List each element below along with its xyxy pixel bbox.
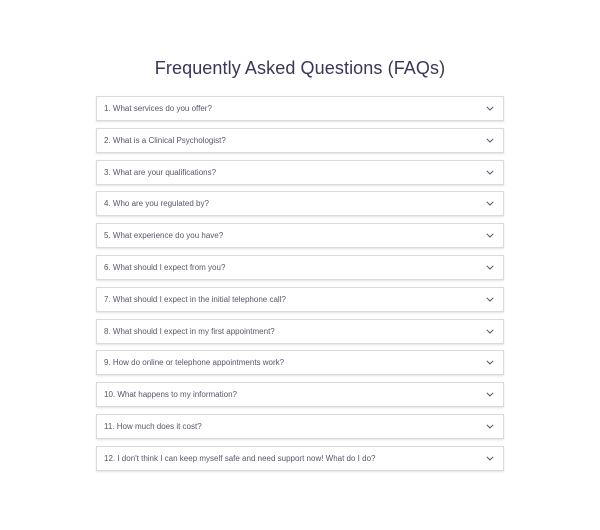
faq-question: 10. What happens to my information? — [104, 390, 237, 400]
faq-accordion — [96, 96, 504, 478]
faq-item-11[interactable] — [96, 414, 504, 439]
chevron-down-icon — [485, 421, 495, 431]
faq-item-4[interactable] — [96, 191, 504, 216]
faq-question: 1. What services do you offer? — [104, 104, 212, 113]
faq-question: 9. How do online or telephone appointments work? — [104, 358, 285, 368]
chevron-down-icon — [485, 199, 495, 209]
faq-item-2[interactable] — [96, 128, 504, 153]
chevron-down-icon — [485, 453, 495, 463]
faq-item-6[interactable] — [96, 255, 504, 280]
page-title: Frequently Asked Questions (FAQs) — [154, 58, 446, 79]
faq-item-7[interactable] — [96, 287, 504, 312]
faq-item-12[interactable] — [96, 446, 504, 471]
faq-question: 4. Who are you regulated by? — [104, 199, 209, 209]
chevron-down-icon — [485, 358, 495, 368]
faq-question: 5. What experience do you have? — [104, 231, 224, 241]
faq-question: 2. What is a Clinical Psychologist? — [104, 135, 226, 145]
chevron-down-icon — [485, 231, 495, 241]
faq-item-8[interactable] — [96, 319, 504, 344]
chevron-down-icon — [485, 294, 495, 304]
chevron-down-icon — [485, 262, 495, 272]
chevron-down-icon — [485, 135, 495, 145]
faq-item-1[interactable] — [96, 96, 504, 121]
faq-question: 3. What are your qualifications? — [104, 167, 217, 177]
faq-question: 7. What should I expect in the initial telephone call? — [104, 294, 286, 304]
faq-question: 6. What should I expect from you? — [104, 262, 226, 272]
faq-question: 12. I don't think I can keep myself safe and need support now! What do I do? — [104, 453, 376, 463]
chevron-down-icon — [485, 167, 495, 177]
chevron-down-icon — [485, 104, 495, 114]
faq-item-3[interactable] — [96, 160, 504, 185]
faq-item-5[interactable] — [96, 223, 504, 248]
faq-question: 11. How much does it cost? — [104, 421, 202, 431]
faq-item-9[interactable] — [96, 350, 504, 375]
faq-item-10[interactable] — [96, 382, 504, 407]
chevron-down-icon — [485, 390, 495, 400]
chevron-down-icon — [485, 326, 495, 336]
faq-question: 8. What should I expect in my first appointment? — [104, 326, 275, 336]
